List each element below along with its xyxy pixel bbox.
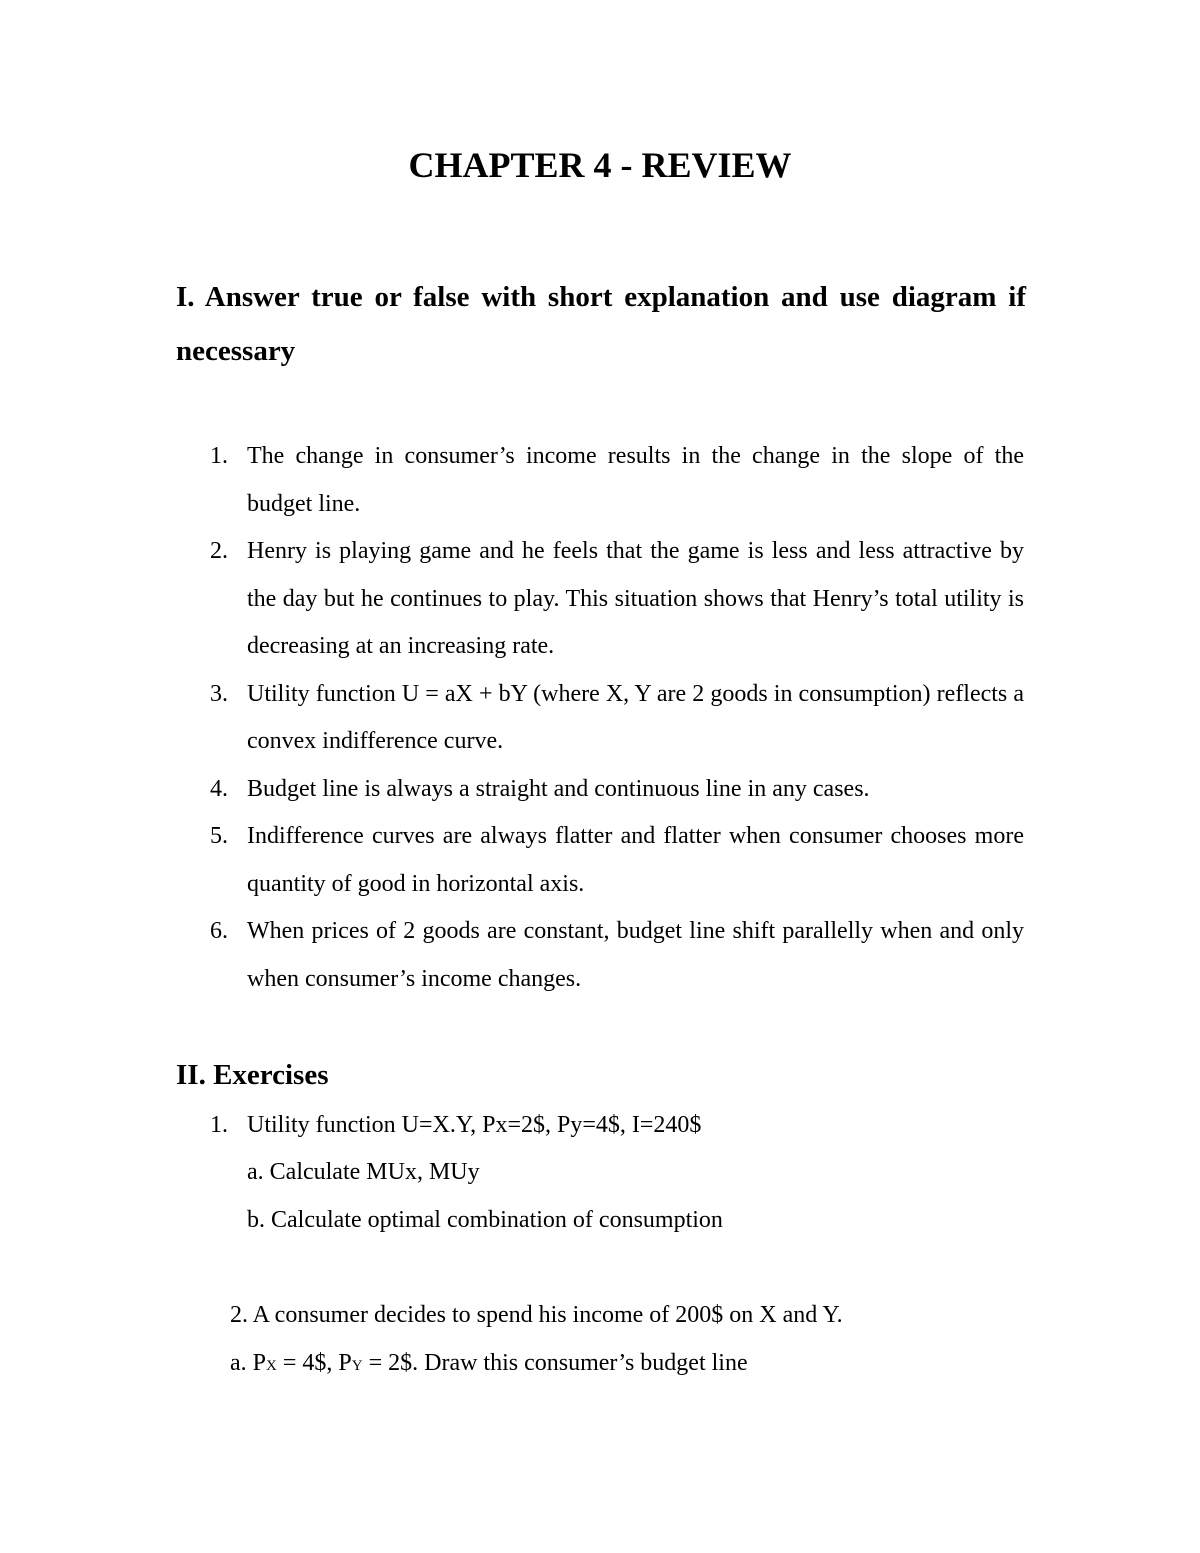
- part-a-mid: = 4$, P: [276, 1350, 352, 1376]
- item-text: Indifference curves are always flatter and flatter when consumer chooses more quantity of good in horizontal axis.: [247, 823, 1024, 897]
- item-text: When prices of 2 goods are constant, budget line shift parallelly when and only when consumer’s income changes.: [247, 918, 1024, 992]
- list-item: [176, 528, 1024, 671]
- item-number: 4.: [210, 775, 228, 802]
- list-item: [176, 813, 1024, 908]
- list-item: [176, 671, 1024, 766]
- item-number: 1.: [210, 443, 228, 469]
- subscript-x: X: [266, 1358, 277, 1374]
- exercise-1-part-b: b. Calculate optimal combination of consumption: [247, 1207, 723, 1233]
- section-2-heading: II. Exercises: [176, 1059, 329, 1091]
- exercise-2-part-a: [230, 1340, 748, 1391]
- exercise-text: Utility function U=X.Y, Px=2$, Py=4$, I=240$: [247, 1112, 702, 1138]
- list-item: [176, 433, 1024, 528]
- item-text: Utility function U = aX + bY (where X, Y are 2 goods in consumption) reflects a convex indifference curve.: [247, 680, 1024, 754]
- item-number: 3.: [210, 680, 228, 707]
- item-number: 2.: [210, 538, 228, 564]
- part-a-prefix: a. P: [230, 1350, 266, 1376]
- item-text: Henry is playing game and he feels that the game is less and less attractive by the day but he continues to play. This situation shows that Henry’s total utility is decreasing at an increasing rate.: [247, 538, 1024, 659]
- exercise-2: 2. A consumer decides to spend his income of 200$ on X and Y.: [230, 1302, 843, 1328]
- exercise-number: 1.: [210, 1112, 228, 1138]
- page-title: CHAPTER 4 - REVIEW: [408, 145, 792, 185]
- item-number: 5.: [210, 823, 228, 849]
- section-1-heading: I. Answer true or false with short explanation and use diagram if necessary: [176, 281, 1026, 367]
- subscript-y: Y: [351, 1358, 363, 1374]
- list-item: [176, 908, 1024, 1003]
- list-item: [176, 766, 1024, 814]
- true-false-list: [176, 433, 1024, 1003]
- item-text: Budget line is always a straight and continuous line in any cases.: [247, 775, 870, 802]
- item-number: 6.: [210, 918, 228, 944]
- exercise-1-part-a: a. Calculate MUx, MUy: [247, 1159, 480, 1185]
- item-text: The change in consumer’s income results in the change in the slope of the budget line.: [247, 443, 1024, 517]
- part-a-suffix: = 2$. Draw this consumer’s budget line: [362, 1350, 748, 1376]
